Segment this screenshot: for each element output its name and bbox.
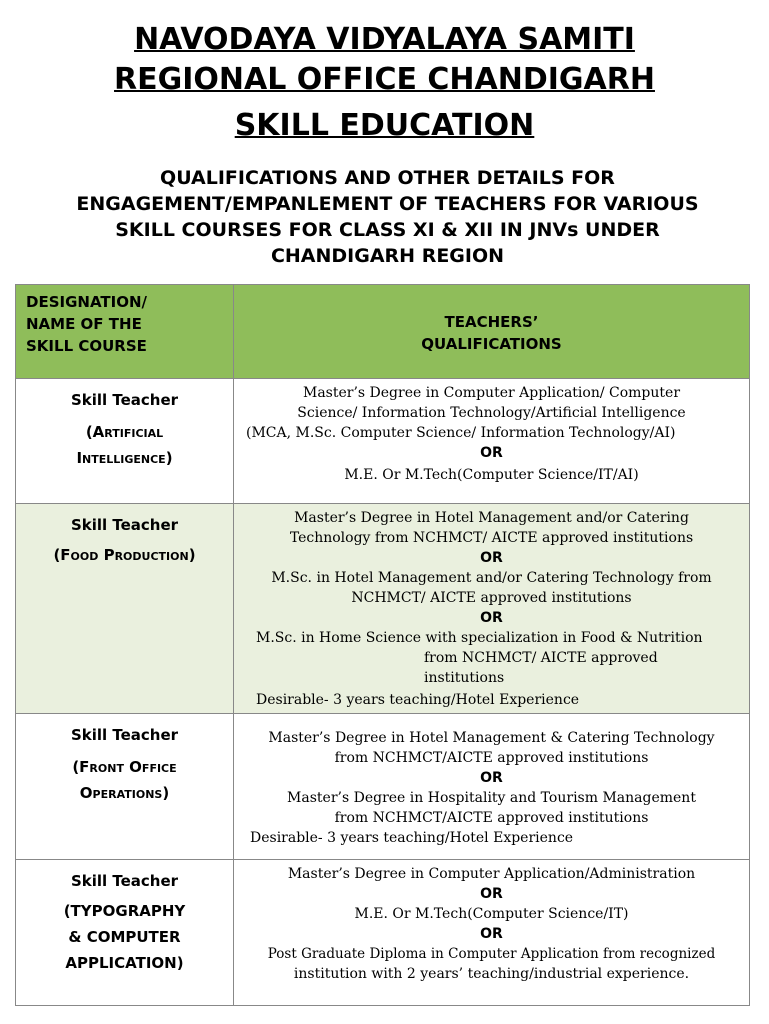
or-separator: OR: [480, 550, 503, 566]
course-line: (Food Production): [53, 546, 196, 564]
header-qualifications: [234, 285, 750, 379]
qualification-line: NCHMCT/ AICTE approved institutions: [351, 590, 632, 606]
qualification-line: Master’s Degree in Computer Application/ Computer: [302, 385, 681, 401]
designation-title: Skill Teacher: [70, 516, 179, 534]
qualification-line: Master’s Degree in Hotel Management and/or Catering: [294, 510, 689, 526]
qualification-cell: [234, 379, 750, 504]
qualification-cell: [234, 504, 750, 714]
header-line: NAME OF THE: [26, 315, 142, 333]
course-line: Intelligence): [76, 449, 173, 467]
qualification-line: M.E. Or M.Tech(Computer Science/IT): [354, 906, 629, 922]
qualification-line: institutions: [424, 670, 505, 686]
course-name: [16, 419, 233, 471]
qualification-line: M.E. Or M.Tech(Computer Science/IT/AI): [344, 467, 639, 483]
qualification-line: M.Sc. in Hotel Management and/or Catering Technology from: [271, 570, 712, 586]
qualification-line: M.Sc. in Home Science with specialization in Food & Nutrition: [256, 630, 703, 646]
table-row: [16, 860, 750, 1006]
course-name: [16, 754, 233, 806]
qualification-line: from NCHMCT/AICTE approved institutions: [334, 810, 649, 826]
qualification-line: (MCA, M.Sc. Computer Science/ Information Technology/AI): [246, 425, 676, 441]
designation-cell: [16, 714, 234, 860]
table-row: [16, 504, 750, 714]
qualification-line: from NCHMCT/AICTE approved institutions: [334, 750, 649, 766]
qualification-line: from NCHMCT/ AICTE approved: [424, 650, 658, 666]
subtitle-line: ENGAGEMENT/EMPANLEMENT OF TEACHERS FOR VARIOUS: [76, 193, 699, 215]
designation-title: Skill Teacher: [70, 391, 179, 409]
header-line: TEACHERS’: [444, 312, 539, 331]
header-line: DESIGNATION/: [26, 293, 147, 311]
qualification-line: Desirable- 3 years teaching/Hotel Experience: [250, 830, 574, 846]
section-title: SKILL EDUCATION: [234, 108, 535, 143]
qualifications-table: [15, 284, 750, 1006]
or-separator: OR: [480, 770, 503, 786]
qualification-line: Master’s Degree in Computer Application/Administration: [287, 866, 696, 882]
or-separator: OR: [480, 886, 503, 902]
designation-title: Skill Teacher: [70, 726, 179, 744]
header-line: QUALIFICATIONS: [421, 334, 562, 353]
course-line: Operations): [79, 784, 170, 802]
or-separator: OR: [480, 445, 503, 461]
qualification-line: Master’s Degree in Hotel Management & Catering Technology: [268, 730, 715, 746]
qualification-line: Master’s Degree in Hospitality and Tourism Management: [287, 790, 696, 806]
org-title: NAVODAYA VIDYALAYA SAMITI: [134, 22, 635, 57]
course-name: [16, 542, 233, 568]
designation-cell: [16, 379, 234, 504]
header-line: SKILL COURSE: [26, 337, 147, 355]
subtitle-line: QUALIFICATIONS AND OTHER DETAILS FOR: [160, 167, 615, 189]
qualification-line: Technology from NCHMCT/ AICTE approved institutions: [289, 530, 694, 546]
course-line: (Front Office: [72, 758, 177, 776]
designation-cell: [16, 504, 234, 714]
course-line: (TYPOGRAPHY: [63, 902, 186, 920]
designation-title: Skill Teacher: [70, 872, 179, 890]
or-separator: OR: [480, 926, 503, 942]
qualification-line: Post Graduate Diploma in Computer Application from recognized: [267, 946, 716, 962]
qualification-line: Science/ Information Technology/Artificial Intelligence: [297, 405, 686, 421]
course-line: & COMPUTER: [68, 928, 181, 946]
table-header-row: [16, 285, 750, 379]
table-row: [16, 714, 750, 860]
qualification-cell: [234, 714, 750, 860]
or-separator: OR: [480, 610, 503, 626]
course-line: APPLICATION): [65, 954, 184, 972]
table-row: [16, 379, 750, 504]
qualification-line: institution with 2 years’ teaching/industrial experience.: [293, 966, 690, 982]
subtitle-line: SKILL COURSES FOR CLASS XI & XII IN JNVs UNDER: [115, 219, 660, 241]
course-line: (Artificial: [85, 423, 164, 441]
qualification-line: Desirable- 3 years teaching/Hotel Experience: [256, 692, 580, 708]
subtitle-line: CHANDIGARH REGION: [270, 245, 505, 267]
office-title: REGIONAL OFFICE CHANDIGARH: [114, 62, 655, 97]
header-designation: [16, 285, 234, 379]
qualification-cell: [234, 860, 750, 1006]
designation-cell: [16, 860, 234, 1006]
course-name: [16, 898, 233, 976]
document-subtitle: [20, 165, 755, 269]
